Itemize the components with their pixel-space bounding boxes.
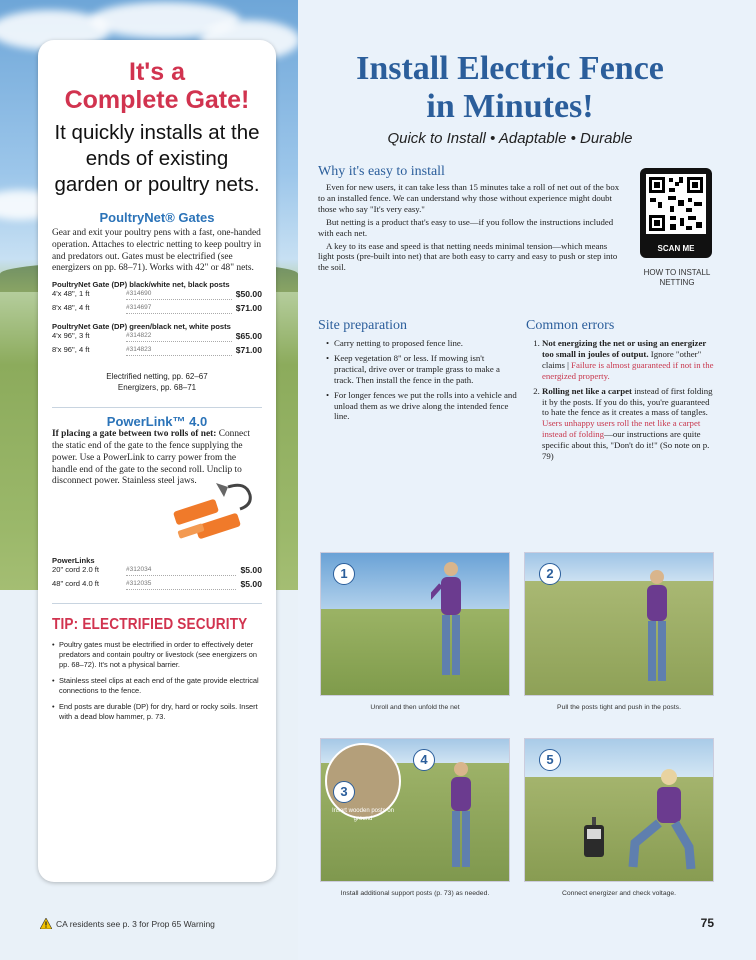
site-preparation-section [318,318,518,426]
install-photo-1 [320,552,510,696]
step-number-badge: 1 [333,563,355,585]
paragraph: A key to its ease and speed is that netting needs minimal tension—which means light posts (pre-built into net) that are both easy to carry and easy to push or step into the soil. [318,240,618,273]
section-heading: Common errors [526,318,615,333]
energizer-icon [583,817,605,861]
tip-title: TIP: ELECTRIFIED SECURITY [52,616,248,634]
step-number-badge: 5 [539,749,561,771]
powerlink-price-heading: PowerLinks [52,556,95,566]
paragraph: But netting is a product that's easy to use—if you follow the instructions included with each net. [318,216,614,238]
powerlink-section [52,429,262,551]
tagline: Quick to Install • Adaptable • Durable [387,130,633,147]
inset-caption: Insert wooden posts on ground [331,808,395,822]
prop65-warning: CA residents see p. 3 for Prop 65 Warning [40,918,215,929]
poultrynet-title: PoultryNet® Gates [99,210,215,225]
poultrynet-body: Gear and exit your poultry pens with a fast, one-handed operation. Attaches to electric netting to keep poultry in and predators out. Gates must be electrified (see energizers on pp. 68–71). Works with 42" or 48" nets. [52,228,262,274]
list-item: • Poultry gates must be electrified in order to effectively deter predators and contain poultry or livestock (see energizers on pp. 68–72). It's not a physical barrier. [52,640,262,670]
person-figure [441,759,481,877]
list-item: 1. Not energizing the net or using an energizer too small in joules of output. Ignore "other" claims | Failure is almost guaranteed if not in the energized property. [542,338,716,382]
qr-caption: HOW TO INSTALL NETTING [643,268,711,287]
paragraph: Even for new users, it can take less than 15 minutes take a roll of net out of the box to an installed fence. We can understand why those without experience might doubt those who say "It's very easy." [318,182,620,214]
qr-code-icon [646,174,706,234]
powerlink-clip-image [168,479,258,545]
person-figure [625,763,705,879]
photo-caption: Connect energizer and check voltage. [561,890,677,897]
step-number-badge: 4 [413,749,435,771]
price-row: 20" cord 2.0 ft #312034 $5.00 [52,565,262,576]
price-row: 4'x 48", 1 ft #314690 $50.00 [52,289,262,300]
divider [52,407,262,408]
person-figure [431,559,471,689]
qr-code[interactable] [640,168,712,258]
step-number-badge: 2 [539,563,561,585]
powerlink-body: If placing a gate between two rolls of net: Connect the static end of the gate to the fence supplying the power. Use a PowerLink to carry power from the handle end of the gate to the second roll. Unclip to disconnect power. Stainless steel jaws. [52,429,250,487]
product-card [38,40,276,882]
divider [52,603,262,604]
list-item: • Carry netting to proposed fence line. [334,338,518,349]
price-group-heading: PoultryNet Gate (DP) black/white net, black posts [52,280,230,290]
photo-caption: Pull the posts tight and push in the posts. [557,704,681,711]
install-photo-4 [320,738,510,882]
list-item: • End posts are durable (DP) for dry, hard or rocky soils. Insert with a dead blow hammer, p. 73. [52,702,262,722]
list-item: 2. Rolling net like a carpet instead of first folding it by the posts. If you do this, you're guaranteed to hate the fence as it creates a mass of tangles. Users unhappy users roll the net like a carpet instead of folding—our instructions are quite specific about this, "Don't do it!" (So note on p. 79) [542,386,716,462]
why-easy-section [318,164,620,273]
common-errors-section [526,318,716,466]
gate-subtitle: It quickly installs at the ends of existing garden or poultry nets. [54,121,260,196]
person-figure [637,567,677,691]
list-item: • Stainless steel clips at each end of the gate provide electrical connections to the fence. [52,676,262,696]
powerlink-title: PowerLink™ 4.0 [106,414,208,430]
list-item: • For longer fences we put the rolls into a vehicle and unload them as we drive along the intended fence line. [334,390,518,423]
warning-icon [40,918,52,929]
price-row: 8'x 48", 4 ft #314697 $71.00 [52,303,262,314]
price-row: 4'x 96", 3 ft #314822 $65.00 [52,331,262,342]
tip-list [52,640,262,722]
page-number: 75 [700,916,714,930]
step-number-badge: 3 [333,781,355,803]
gate-headline: It's a Complete Gate! [64,58,250,114]
price-row: 8'x 96", 4 ft #314823 $71.00 [52,345,262,356]
cross-reference-note: Electrified netting, pp. 62–67 Energizers, pp. 68–71 [106,372,208,393]
install-photo-5 [524,738,714,882]
photo-caption: Unroll and then unfold the net [370,704,460,711]
scan-me-label: SCAN ME [657,244,695,253]
section-heading: Why it's easy to install [318,164,445,179]
section-heading: Site preparation [318,318,408,333]
list-item: • Keep vegetation 8" or less. If mowing isn't practical, drive over or trample grass to make a track. Then install the fence in the path. [334,353,518,386]
photo-caption: Install additional support posts (p. 73) as needed. [340,890,490,897]
price-group-heading: PoultryNet Gate (DP) green/black net, white posts [52,322,231,332]
page-title: Install Electric Fence in Minutes! [356,50,664,125]
install-photo-2 [524,552,714,696]
price-row: 48" cord 4.0 ft #312035 $5.00 [52,579,262,590]
